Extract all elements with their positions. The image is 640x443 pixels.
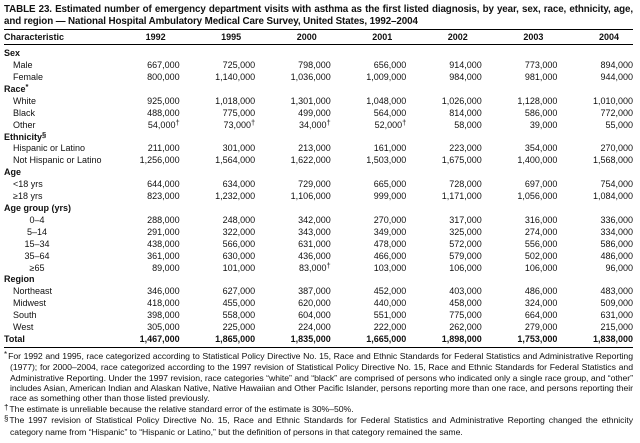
value-cell bbox=[406, 167, 482, 179]
value-cell: 631,000 bbox=[298, 238, 331, 249]
value-cell: 89,000 bbox=[152, 262, 180, 273]
table-row bbox=[4, 227, 633, 239]
value-cell bbox=[104, 132, 180, 144]
value-cell: 634,000 bbox=[222, 179, 256, 190]
year-column-header: 1992 bbox=[104, 30, 180, 45]
row-label: Female bbox=[13, 72, 44, 82]
value-cell: 403,000 bbox=[449, 286, 482, 297]
value-cell: 1,467,000 bbox=[104, 334, 180, 347]
row-label: Ethnicity§ bbox=[4, 129, 47, 142]
value-cell: 800,000 bbox=[147, 72, 180, 82]
footnote-symbol: † bbox=[4, 402, 9, 412]
table-row bbox=[4, 286, 633, 298]
row-label bbox=[4, 239, 104, 251]
row-label: Hispanic or Latino bbox=[13, 143, 86, 154]
value-cell: 346,000 bbox=[147, 286, 180, 297]
footnotes-section bbox=[4, 351, 633, 437]
row-label: West bbox=[13, 322, 34, 333]
value-cell bbox=[104, 203, 180, 215]
table-row bbox=[4, 72, 633, 84]
table-row bbox=[4, 108, 633, 120]
value-cell: 620,000 bbox=[298, 298, 331, 309]
value-cell: 999,000 bbox=[373, 191, 407, 202]
value-cell: 1,018,000 bbox=[215, 95, 256, 106]
value-cell bbox=[255, 274, 331, 286]
value-cell: 1,400,000 bbox=[517, 155, 558, 166]
value-cell bbox=[482, 45, 558, 60]
value-cell: 103,000 bbox=[373, 262, 407, 273]
value-cell bbox=[557, 132, 633, 144]
row-label: White bbox=[13, 95, 37, 106]
value-cell: 1,564,000 bbox=[215, 155, 256, 166]
value-cell bbox=[482, 203, 558, 215]
year-column-header: 2000 bbox=[255, 30, 331, 45]
value-cell bbox=[180, 132, 256, 144]
value-cell: 478,000 bbox=[373, 238, 407, 249]
value-cell: 334,000 bbox=[600, 226, 633, 237]
value-cell bbox=[104, 167, 180, 179]
value-cell bbox=[255, 132, 331, 144]
value-cell: 579,000 bbox=[449, 250, 482, 261]
row-label: Not Hispanic or Latino bbox=[13, 155, 102, 166]
value-cell bbox=[255, 45, 331, 60]
dagger-footnote-marker: † bbox=[402, 117, 407, 127]
value-cell: 1,675,000 bbox=[441, 155, 482, 166]
row-label: Northeast bbox=[13, 286, 53, 297]
value-cell bbox=[104, 274, 180, 286]
table-header-row bbox=[4, 30, 633, 45]
value-cell bbox=[406, 45, 482, 60]
dagger-footnote-marker: † bbox=[251, 117, 256, 127]
row-label: Other bbox=[13, 119, 36, 130]
value-cell bbox=[406, 132, 482, 144]
value-cell: 288,000 bbox=[147, 214, 180, 225]
value-cell: 509,000 bbox=[600, 298, 633, 309]
row-label: Total bbox=[4, 334, 104, 347]
value-cell: 1,048,000 bbox=[366, 95, 407, 106]
row-label: Age bbox=[4, 167, 22, 178]
value-cell: 556,000 bbox=[524, 238, 558, 249]
value-cell: 1,009,000 bbox=[366, 72, 407, 82]
value-cell: 644,000 bbox=[147, 179, 180, 190]
value-cell: 301,000 bbox=[222, 143, 256, 154]
value-cell: 775,000 bbox=[222, 107, 256, 118]
value-cell: 1,503,000 bbox=[366, 155, 407, 166]
value-cell: 270,000 bbox=[600, 143, 633, 154]
value-cell: 279,000 bbox=[524, 322, 558, 333]
value-cell: 1,256,000 bbox=[139, 155, 180, 166]
value-cell: 586,000 bbox=[600, 238, 633, 249]
row-label: Black bbox=[13, 107, 36, 118]
value-cell: 316,000 bbox=[524, 214, 558, 225]
value-cell: 1,140,000 bbox=[215, 72, 256, 82]
table-row bbox=[4, 96, 633, 108]
value-cell bbox=[331, 45, 407, 60]
value-cell: 502,000 bbox=[524, 250, 558, 261]
value-cell bbox=[482, 132, 558, 144]
value-cell: 343,000 bbox=[298, 226, 331, 237]
characteristic-column-header: Characteristic bbox=[4, 30, 104, 45]
value-cell: 213,000 bbox=[298, 143, 331, 154]
value-cell: 455,000 bbox=[222, 298, 256, 309]
value-cell: 270,000 bbox=[373, 214, 407, 225]
value-cell bbox=[331, 132, 407, 144]
table-row bbox=[4, 298, 633, 310]
value-cell: 1,084,000 bbox=[592, 191, 633, 202]
value-cell: 336,000 bbox=[600, 214, 633, 225]
value-cell: 466,000 bbox=[373, 250, 407, 261]
row-label bbox=[4, 227, 104, 239]
value-cell: 161,000 bbox=[373, 143, 407, 154]
value-cell: 725,000 bbox=[222, 60, 256, 71]
value-cell: 274,000 bbox=[524, 226, 558, 237]
value-cell: 483,000 bbox=[600, 286, 633, 297]
value-cell: 361,000 bbox=[147, 250, 180, 261]
value-cell: 1,036,000 bbox=[290, 72, 331, 82]
table-row bbox=[4, 274, 633, 286]
value-cell: 1,026,000 bbox=[441, 95, 482, 106]
value-cell: 458,000 bbox=[449, 298, 482, 309]
value-cell bbox=[180, 167, 256, 179]
value-cell: 664,000 bbox=[524, 310, 558, 321]
value-cell: 486,000 bbox=[600, 250, 633, 261]
value-cell bbox=[482, 167, 558, 179]
value-cell: 772,000 bbox=[600, 107, 633, 118]
value-cell: 1,665,000 bbox=[331, 334, 407, 347]
table-row bbox=[4, 310, 633, 322]
row-label: Age group (yrs) bbox=[4, 202, 72, 213]
value-cell: 754,000 bbox=[600, 179, 633, 190]
value-cell: 452,000 bbox=[373, 286, 407, 297]
value-cell: 248,000 bbox=[222, 214, 256, 225]
table-row bbox=[4, 334, 633, 347]
value-cell bbox=[406, 203, 482, 215]
table-body bbox=[4, 45, 633, 348]
value-cell bbox=[482, 274, 558, 286]
year-column-header: 2001 bbox=[331, 30, 407, 45]
value-cell: 222,000 bbox=[373, 322, 407, 333]
value-cell bbox=[482, 84, 558, 96]
row-label bbox=[4, 215, 104, 227]
table-row bbox=[4, 155, 633, 167]
value-cell: 1,301,000 bbox=[290, 95, 331, 106]
footnote: §The 1997 revision of Statistical Policy Directive No. 15, Race and Ethnic Standards for Federal Statistics and Administrative Reporting changed the ethnicity category name from “Hispanic” to “Hispanic or Latino,” but the definition of persons in that category remained the same. bbox=[4, 414, 633, 437]
value-cell: 1,171,000 bbox=[441, 191, 482, 202]
table-row bbox=[4, 60, 633, 72]
value-cell bbox=[180, 84, 256, 96]
value-cell: 499,000 bbox=[298, 107, 331, 118]
value-cell: 436,000 bbox=[298, 250, 331, 261]
value-cell: 627,000 bbox=[222, 286, 256, 297]
value-cell: 551,000 bbox=[373, 310, 407, 321]
value-cell: 224,000 bbox=[298, 322, 331, 333]
value-cell: 814,000 bbox=[449, 107, 482, 118]
value-cell: 488,000 bbox=[147, 107, 180, 118]
value-cell: 387,000 bbox=[298, 286, 331, 297]
value-cell: 317,000 bbox=[449, 214, 482, 225]
value-cell bbox=[557, 274, 633, 286]
value-cell bbox=[104, 45, 180, 60]
table-row bbox=[4, 167, 633, 179]
value-cell bbox=[406, 84, 482, 96]
value-cell: 894,000 bbox=[600, 60, 633, 71]
value-cell: 984,000 bbox=[449, 72, 482, 82]
value-cell: 262,000 bbox=[449, 322, 482, 333]
table-row bbox=[4, 120, 633, 132]
value-cell bbox=[331, 167, 407, 179]
row-label bbox=[4, 251, 104, 263]
value-cell bbox=[557, 45, 633, 60]
value-cell: 349,000 bbox=[373, 226, 407, 237]
value-cell: 729,000 bbox=[298, 179, 331, 190]
value-cell: 631,000 bbox=[600, 310, 633, 321]
table-row bbox=[4, 132, 633, 144]
value-cell bbox=[104, 84, 180, 96]
age-group-label: 15–34 bbox=[24, 238, 50, 249]
value-cell: 58,000 bbox=[454, 119, 482, 130]
value-cell: 223,000 bbox=[449, 143, 482, 154]
value-cell: 558,000 bbox=[222, 310, 256, 321]
dagger-footnote-marker: † bbox=[326, 260, 331, 270]
table-row bbox=[4, 263, 633, 275]
value-cell bbox=[255, 203, 331, 215]
value-cell: 342,000 bbox=[298, 214, 331, 225]
value-cell: 440,000 bbox=[373, 298, 407, 309]
row-label: Race* bbox=[4, 81, 29, 94]
value-cell: 1,568,000 bbox=[592, 155, 633, 166]
row-label: <18 yrs bbox=[13, 179, 43, 190]
value-cell: 52,000† bbox=[374, 117, 407, 130]
value-cell: 39,000 bbox=[529, 119, 558, 130]
value-cell: 925,000 bbox=[147, 95, 180, 106]
statistics-table bbox=[4, 29, 633, 348]
value-cell: 1,056,000 bbox=[517, 191, 558, 202]
value-cell: 215,000 bbox=[600, 322, 633, 333]
value-cell: 728,000 bbox=[449, 179, 482, 190]
year-column-header: 2003 bbox=[482, 30, 558, 45]
table-row bbox=[4, 191, 633, 203]
value-cell: 1,128,000 bbox=[517, 95, 558, 106]
value-cell: 73,000† bbox=[223, 117, 256, 130]
row-label: Midwest bbox=[13, 298, 47, 309]
table-row bbox=[4, 179, 633, 191]
value-cell: 566,000 bbox=[222, 238, 256, 249]
footnote-symbol: § bbox=[4, 414, 9, 424]
value-cell: 291,000 bbox=[147, 226, 180, 237]
value-cell: 34,000† bbox=[299, 117, 331, 130]
year-column-header: 2002 bbox=[406, 30, 482, 45]
year-column-header: 1995 bbox=[180, 30, 256, 45]
row-label: Male bbox=[13, 60, 33, 71]
value-cell bbox=[255, 84, 331, 96]
value-cell: 354,000 bbox=[524, 143, 558, 154]
value-cell: 1,232,000 bbox=[215, 191, 256, 202]
value-cell: 83,000† bbox=[299, 260, 331, 273]
value-cell: 1,106,000 bbox=[290, 191, 331, 202]
value-cell: 697,000 bbox=[524, 179, 558, 190]
value-cell bbox=[180, 45, 256, 60]
value-cell: 1,865,000 bbox=[180, 334, 256, 347]
value-cell: 1,838,000 bbox=[557, 334, 633, 347]
table-row bbox=[4, 251, 633, 263]
value-cell bbox=[180, 274, 256, 286]
value-cell: 96,000 bbox=[605, 262, 633, 273]
value-cell bbox=[406, 274, 482, 286]
table-row bbox=[4, 84, 633, 96]
value-cell bbox=[180, 203, 256, 215]
value-cell: 438,000 bbox=[147, 238, 180, 249]
section-footnote-marker: § bbox=[42, 129, 47, 139]
value-cell: 106,000 bbox=[449, 262, 482, 273]
row-label: South bbox=[13, 310, 37, 321]
value-cell bbox=[255, 167, 331, 179]
table-row bbox=[4, 322, 633, 334]
value-cell: 1,835,000 bbox=[255, 334, 331, 347]
row-label: Region bbox=[4, 274, 35, 285]
table-row bbox=[4, 143, 633, 155]
age-group-label: 0–4 bbox=[29, 214, 45, 225]
value-cell: 823,000 bbox=[147, 191, 180, 202]
value-cell: 586,000 bbox=[524, 107, 558, 118]
value-cell: 418,000 bbox=[147, 298, 180, 309]
value-cell: 1,898,000 bbox=[406, 334, 482, 347]
value-cell: 572,000 bbox=[449, 238, 482, 249]
value-cell: 604,000 bbox=[298, 310, 331, 321]
value-cell: 665,000 bbox=[373, 179, 407, 190]
value-cell: 773,000 bbox=[524, 60, 558, 71]
value-cell: 55,000 bbox=[605, 119, 633, 130]
value-cell bbox=[557, 203, 633, 215]
table-row bbox=[4, 203, 633, 215]
dagger-footnote-marker: † bbox=[175, 117, 180, 127]
value-cell: 322,000 bbox=[222, 226, 256, 237]
value-cell: 667,000 bbox=[147, 60, 180, 71]
value-cell: 1,753,000 bbox=[482, 334, 558, 347]
value-cell: 325,000 bbox=[449, 226, 482, 237]
value-cell: 398,000 bbox=[147, 310, 180, 321]
table-title: TABLE 23. Estimated number of emergency department visits with asthma as the first listed diagnosis, by year, sex, race, ethnicity, age, and region — National Hospital Ambulatory Medical Care Survey, United States, 1992–2004 bbox=[4, 4, 633, 27]
value-cell bbox=[331, 203, 407, 215]
value-cell: 101,000 bbox=[222, 262, 256, 273]
value-cell: 914,000 bbox=[449, 60, 482, 71]
value-cell: 305,000 bbox=[147, 322, 180, 333]
value-cell: 656,000 bbox=[373, 60, 407, 71]
value-cell: 486,000 bbox=[524, 286, 558, 297]
table-row bbox=[4, 45, 633, 60]
value-cell: 564,000 bbox=[373, 107, 407, 118]
value-cell: 798,000 bbox=[298, 60, 331, 71]
value-cell: 324,000 bbox=[524, 298, 558, 309]
value-cell: 944,000 bbox=[600, 72, 633, 82]
footnote: *For 1992 and 1995, race categorized according to Statistical Policy Directive No. 15, Race and Ethnic Standards for Federal Statistics and Administrative Reporting (1977); for 2000–2004, race categorized according to the 1997 revision of Statistical Policy Directive No. 15, Race and Ethnic Standards for Federal Statistics and Administrative Reporting. Under the 1997 revision, race categories “white” and “black” are comprised of persons who indicated only a single race group, and “other” includes Asian, American Indian and Alaskan Native, Native Hawaiian and Other Pacific Islander, persons reporting more than one race, and persons reporting their race as something other than those listed previously. bbox=[4, 349, 633, 404]
value-cell bbox=[557, 167, 633, 179]
age-group-label: ≥65 bbox=[29, 262, 45, 273]
value-cell: 1,622,000 bbox=[290, 155, 331, 166]
dagger-footnote-marker: † bbox=[326, 117, 331, 127]
value-cell: 630,000 bbox=[222, 250, 256, 261]
footnote-symbol: * bbox=[4, 349, 8, 359]
age-group-label: 5–14 bbox=[26, 226, 48, 237]
value-cell bbox=[331, 274, 407, 286]
value-cell: 981,000 bbox=[524, 72, 558, 82]
year-column-header: 2004 bbox=[557, 30, 633, 45]
value-cell bbox=[331, 84, 407, 96]
row-label: Sex bbox=[4, 48, 21, 59]
value-cell bbox=[557, 84, 633, 96]
age-group-label: 35–64 bbox=[24, 250, 50, 261]
footnote: †The estimate is unreliable because the relative standard error of the estimate is 30%–50%. bbox=[4, 402, 354, 414]
row-label bbox=[4, 263, 104, 275]
value-cell: 225,000 bbox=[222, 322, 256, 333]
table-row bbox=[4, 239, 633, 251]
row-label: ≥18 yrs bbox=[13, 191, 43, 202]
value-cell: 211,000 bbox=[147, 143, 180, 154]
value-cell: 1,010,000 bbox=[592, 95, 633, 106]
value-cell: 106,000 bbox=[524, 262, 558, 273]
value-cell: 775,000 bbox=[449, 310, 482, 321]
table-row bbox=[4, 215, 633, 227]
section-footnote-marker: * bbox=[25, 81, 29, 91]
value-cell: 54,000† bbox=[147, 117, 180, 130]
